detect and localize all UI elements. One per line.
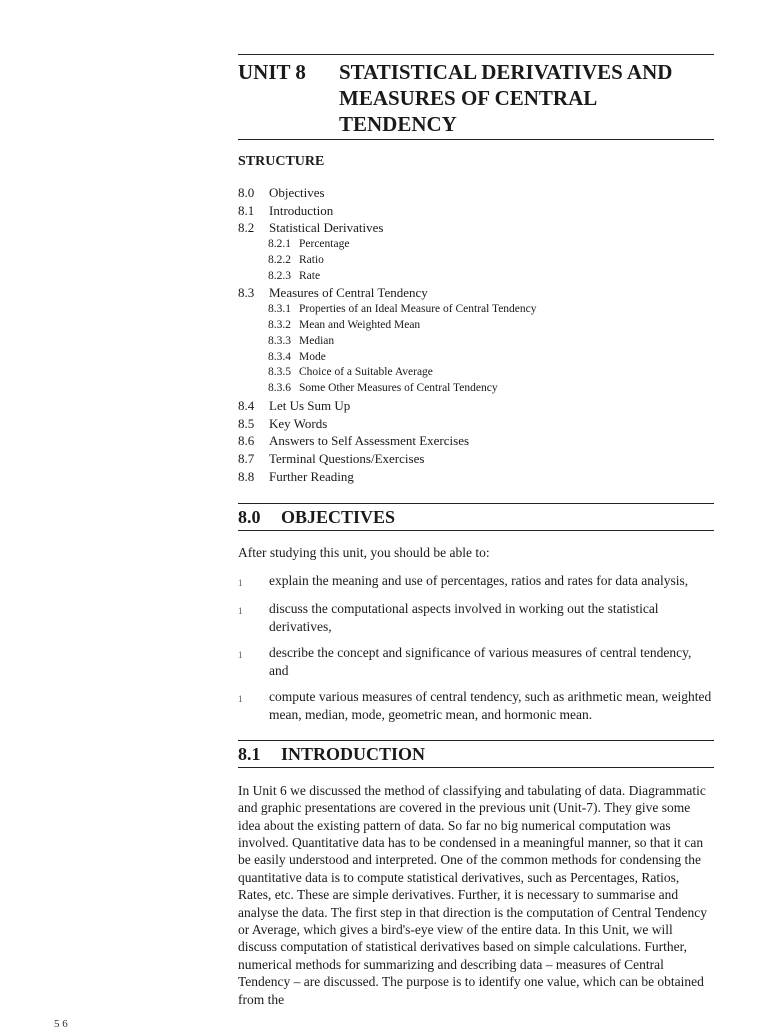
bullet-icon: 1 xyxy=(238,693,243,704)
structure-subitem xyxy=(238,365,714,381)
objectives-heading xyxy=(238,504,714,530)
structure-item-number: 8.3 xyxy=(238,285,255,301)
structure-item xyxy=(238,450,714,468)
structure-item-number: 8.3.4 xyxy=(268,350,291,363)
structure-item xyxy=(238,397,714,415)
objective-text: explain the meaning and use of percentages, ratios and rates for data analysis, xyxy=(269,572,689,588)
unit-number: UNIT 8 xyxy=(238,60,306,84)
structure-item-number: 8.4 xyxy=(238,397,255,413)
structure-item xyxy=(238,432,714,450)
page-content xyxy=(238,54,714,1008)
title-bottom-rule xyxy=(238,139,714,140)
structure-item-number: 8.2.2 xyxy=(268,253,291,266)
objective-item xyxy=(238,688,714,724)
structure-item-label: Percentage xyxy=(299,238,350,251)
structure-item xyxy=(238,284,714,302)
section-title: OBJECTIVES xyxy=(281,507,396,528)
section-number: 8.0 xyxy=(238,507,261,528)
introduction-body: In Unit 6 we discussed the method of classifying and tabulating of data. Diagrammatic and graphic presentations are covered in the previous unit (Unit-7). They give some idea about the existing pattern of data. So far no big numerical computation was involved. Quantitative data has to be condensed in a meaningful manner, so that it can be easily understood and interpreted. One of the common methods for condensing the quantitative data is to compute statistical derivatives, such as Percentages, Ratios, Rates, etc. These are simple derivatives. Further, it is necessary to summarise and analyse the data. The first step in that direction is the computation of Central Tendency or Average, which gives a bird's-eye view of the entire data. In this Unit, we will discuss computation of statistical derivatives based on simple calculations. Further, numerical methods for summarizing and describing data – measures of Central Tendency – are discussed. The purpose is to identify one value, which can be obtained from the xyxy=(238,782,708,1007)
structure-subitem xyxy=(238,237,714,253)
structure-item xyxy=(238,415,714,433)
introduction-bottom-rule xyxy=(238,767,714,768)
structure-item-number: 8.2 xyxy=(238,220,255,236)
objective-item xyxy=(238,572,714,592)
unit-title xyxy=(238,55,714,139)
structure-item-number: 8.8 xyxy=(238,468,255,484)
objective-text: discuss the computational aspects involved in working out the statistical derivatives, xyxy=(269,600,659,634)
structure-subitem xyxy=(238,253,714,269)
introduction-heading xyxy=(238,741,714,767)
structure-subitem xyxy=(238,334,714,350)
structure-item-number: 8.3.6 xyxy=(268,382,291,395)
bullet-icon: 1 xyxy=(238,605,243,616)
structure-item-label: Choice of a Suitable Average xyxy=(299,366,433,379)
section-number: 8.1 xyxy=(238,743,261,764)
structure-item-number: 8.3.1 xyxy=(268,303,291,316)
objective-item xyxy=(238,600,714,636)
objective-item xyxy=(238,644,714,680)
structure-item-label: Statistical Derivatives xyxy=(269,220,384,236)
structure-item xyxy=(238,202,714,220)
structure-item xyxy=(238,184,714,202)
structure-item-label: Let Us Sum Up xyxy=(269,397,351,413)
structure-item-label: Key Words xyxy=(269,415,328,431)
unit-title-text: STATISTICAL DERIVATIVES AND MEASURES OF CENTRAL TENDENCY xyxy=(339,60,673,136)
structure-item-label: Some Other Measures of Central Tendency xyxy=(299,382,498,395)
objective-text: compute various measures of central tendency, such as arithmetic mean, weighted mean, median, mode, geometric mean, and hormonic mean. xyxy=(269,688,712,722)
objectives-list xyxy=(238,572,714,724)
structure-item-label: Introduction xyxy=(269,202,334,218)
structure-item-number: 8.2.1 xyxy=(268,238,291,251)
structure-item-label: Further Reading xyxy=(269,468,354,484)
structure-list xyxy=(238,184,714,485)
structure-item-label: Ratio xyxy=(299,253,324,266)
structure-item-label: Median xyxy=(299,334,335,347)
structure-item-label: Properties of an Ideal Measure of Central Tendency xyxy=(299,303,537,316)
structure-item-number: 8.3.2 xyxy=(268,318,291,331)
structure-item-number: 8.5 xyxy=(238,415,255,431)
structure-item-number: 8.3.5 xyxy=(268,366,291,379)
bullet-icon: 1 xyxy=(238,577,243,588)
objectives-intro: After studying this unit, you should be able to: xyxy=(238,545,490,561)
objectives-bottom-rule xyxy=(238,530,714,531)
structure-item-label: Objectives xyxy=(269,185,325,200)
structure-item-number: 8.3.3 xyxy=(268,334,291,347)
structure-item-label: Answers to Self Assessment Exercises xyxy=(269,433,470,449)
page-number: 5 6 xyxy=(54,1018,68,1030)
structure-item-number: 8.7 xyxy=(238,450,255,466)
structure-item-number: 8.6 xyxy=(238,433,255,449)
structure-item-number: 8.1 xyxy=(238,202,255,218)
bullet-icon: 1 xyxy=(238,649,243,660)
structure-subitem xyxy=(238,302,714,318)
structure-subitem xyxy=(238,269,714,285)
structure-item-label: Terminal Questions/Exercises xyxy=(269,450,425,466)
structure-subitem xyxy=(238,318,714,334)
structure-item-number: 8.2.3 xyxy=(268,269,291,282)
structure-item-label: Mean and Weighted Mean xyxy=(299,318,421,331)
structure-heading: STRUCTURE xyxy=(238,154,325,169)
structure-subitem xyxy=(238,381,714,397)
structure-item-label: Mode xyxy=(299,350,326,363)
section-title: INTRODUCTION xyxy=(281,743,426,764)
structure-item xyxy=(238,219,714,237)
structure-item-label: Measures of Central Tendency xyxy=(269,285,428,301)
structure-item xyxy=(238,468,714,486)
structure-item-number: 8.0 xyxy=(238,185,255,200)
structure-item-label: Rate xyxy=(299,269,321,282)
structure-subitem xyxy=(238,350,714,366)
objective-text: describe the concept and significance of various measures of central tendency, and xyxy=(269,644,692,678)
